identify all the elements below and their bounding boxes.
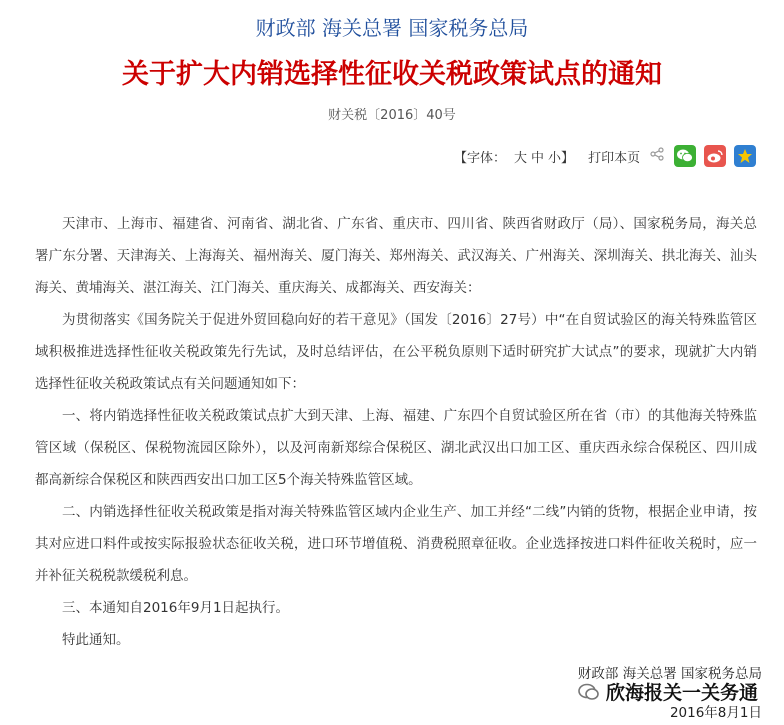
font-size-large-button[interactable]: 大 <box>514 150 528 166</box>
share-icon[interactable] <box>650 147 664 165</box>
watermark-logo-icon <box>578 682 600 702</box>
signature-date: 2016年8月1日 <box>669 705 762 721</box>
body-paragraph: 二、内销选择性征收关税政策是指对海关特殊监管区域内企业生产、加工并经“二线”内销的货物，根据企业申请，按其对应进口料件或按实际报验状态征收关税，进口环节增值税、消费税照章征收。企业选择按进口料件征收关税时，应一并补征关税税款缓税利息。 <box>35 504 757 584</box>
font-size-medium-button[interactable]: 中 <box>531 150 545 166</box>
wechat-icon[interactable] <box>674 145 696 167</box>
notice-body <box>35 208 757 656</box>
font-size-label: 【字体： <box>454 150 507 166</box>
document-number: 财关税〔2016〕40号 <box>328 108 456 123</box>
addressees-paragraph: 天津市、上海市、福建省、河南省、湖北省、广东省、重庆市、四川省、陕西省财政厅（局）、国家税务局，海关总署广东分署、天津海关、上海海关、福州海关、厦门海关、郑州海关、武汉海关、广州海关、深圳海关、拱北海关、汕头海关、黄埔海关、湛江海关、江门海关、重庆海关、成都海关、西安海关： <box>35 216 757 296</box>
star-icon[interactable] <box>734 145 756 167</box>
body-paragraph: 一、将内销选择性征收关税政策试点扩大到天津、上海、福建、广东四个自贸试验区所在省（市）的其他海关特殊监管区域（保税区、保税物流园区除外），以及河南新郑综合保税区、湖北武汉出口加工区、重庆西永综合保税区、四川成都高新综合保税区和陕西西安出口加工区5个海关特殊监管区域。 <box>35 408 757 488</box>
signature-issuer: 财政部 海关总署 国家税务总局 <box>577 666 762 682</box>
body-paragraph: 三、本通知自2016年9月1日起执行。 <box>62 600 290 616</box>
issuer-heading: 财政部 海关总署 国家税务总局 <box>255 16 529 40</box>
font-size-small-button[interactable]: 小】 <box>548 150 575 166</box>
weibo-icon[interactable] <box>704 145 726 167</box>
body-paragraph: 特此通知。 <box>62 632 130 648</box>
body-paragraph: 为贯彻落实《国务院关于促进外贸回稳向好的若干意见》（国发〔2016〕27号）中“在自贸试验区的海关特殊监管区域积极推进选择性征收关税政策先行先试，及时总结评估，在公平税负原则下适时研究扩大试点”的要求，现就扩大内销选择性征收关税政策试点有关问题通知如下： <box>35 312 757 392</box>
article-toolbar <box>454 143 764 169</box>
watermark-text: 欣海报关一关务通 <box>606 682 759 704</box>
page-title: 关于扩大内销选择性征收关税政策试点的通知 <box>122 59 662 90</box>
print-page-link[interactable]: 打印本页 <box>588 150 641 166</box>
